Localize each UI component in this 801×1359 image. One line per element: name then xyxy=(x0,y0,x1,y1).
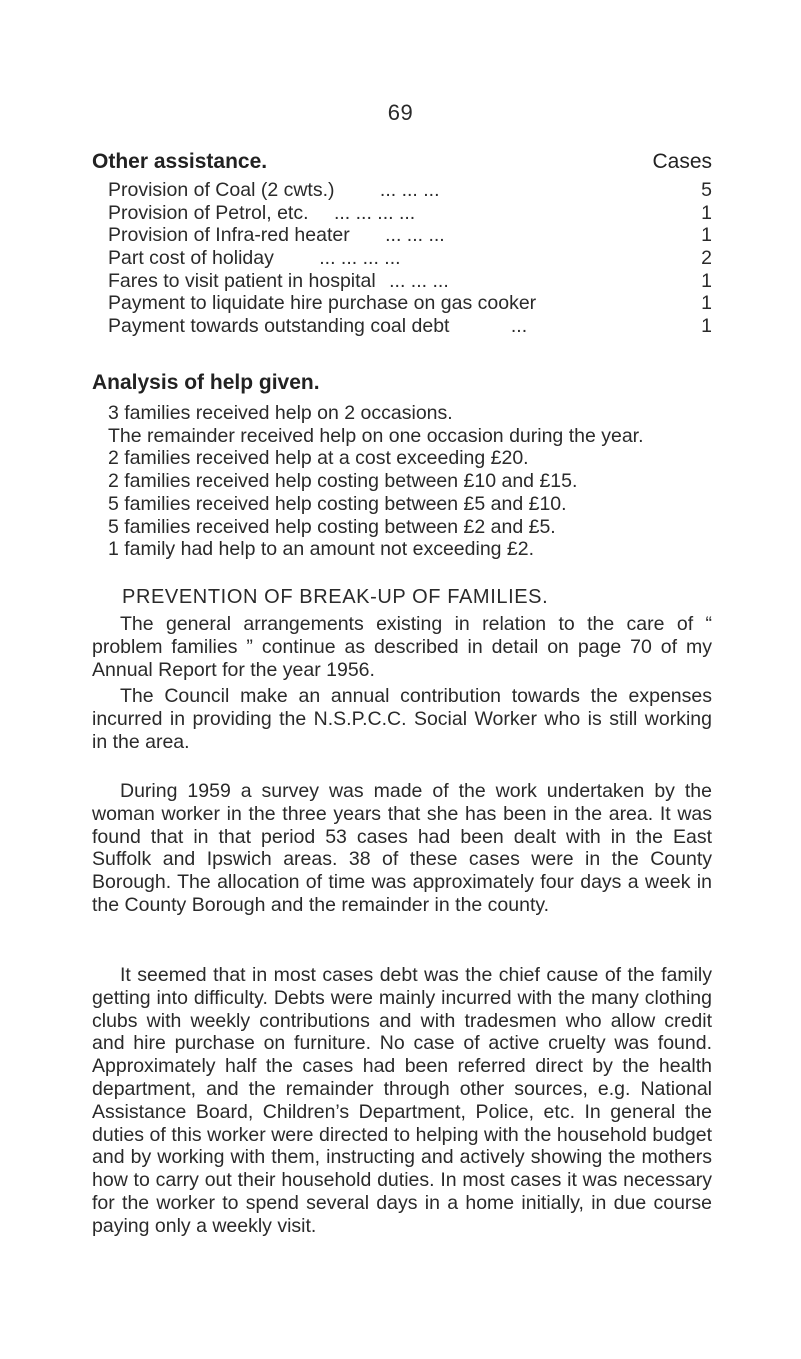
analysis-item: 2 families received help costing between £10 and £15. xyxy=(108,470,578,493)
page-number: 69 xyxy=(387,100,414,125)
analysis-item: 5 families received help costing between £5 and £10. xyxy=(108,492,567,515)
analysis-item: 3 families received help on 2 occasions. xyxy=(108,402,453,424)
assistance-count: 1 xyxy=(701,224,712,247)
cases-column-heading: Cases xyxy=(652,150,712,173)
assistance-label: Part cost of holiday xyxy=(108,247,274,270)
assistance-count: 5 xyxy=(701,179,712,201)
assistance-row xyxy=(108,202,712,225)
prevention-heading: PREVENTION OF BREAK-UP OF FAMILIES. xyxy=(122,586,549,608)
analysis-item: 1 family had help to an amount not exceeding £2. xyxy=(108,538,535,561)
assistance-row xyxy=(108,224,712,247)
assistance-label: Payment towards outstanding coal debt xyxy=(108,315,450,338)
assistance-label: Provision of Petrol, etc. xyxy=(108,201,309,224)
analysis-item: 2 families received help at a cost exceeding £20. xyxy=(108,447,529,470)
assistance-row xyxy=(108,270,712,293)
analysis-item: 5 families received help costing between £2 and £5. xyxy=(108,515,556,538)
leader-dots: ... ... ... ... xyxy=(333,201,416,224)
assistance-count: 1 xyxy=(701,269,712,292)
assistance-label: Provision of Infra-red heater xyxy=(108,224,350,247)
analysis-heading: Analysis of help given. xyxy=(92,371,320,394)
assistance-row xyxy=(108,315,712,338)
other-assistance-list xyxy=(108,179,712,338)
assistance-row xyxy=(108,179,712,202)
assistance-label: Provision of Coal (2 cwts.) xyxy=(108,179,335,201)
assistance-count: 1 xyxy=(701,315,712,338)
other-assistance-heading: Other assistance. xyxy=(92,150,268,173)
prevention-paragraph: The general arrangements existing in relation to the care of “ problem families ” continue as described in detail on page 70 of my Annual Report for the year 1956. xyxy=(92,613,712,681)
assistance-row xyxy=(108,247,712,270)
leader-dots: ... xyxy=(510,315,528,338)
analysis-list xyxy=(108,402,718,561)
assistance-row xyxy=(108,292,712,315)
leader-dots: ... ... ... xyxy=(379,179,440,201)
assistance-label: Fares to visit patient in hospital xyxy=(108,269,376,292)
prevention-paragraph: It seemed that in most cases debt was the chief cause of the family getting into difficulty. Debts were mainly incurred with the many clothing clubs with weekly contributions and with tradesmen who allow credit and hire purchase on furniture. No case of active cruelty was found. Approximately half the cases had been referred direct by the health department, and the remainder through other sources, e.g. National Assistance Board, Children’s Department, Police, etc. In general the duties of this worker were directed to helping with the household budget and by working with them, instructing and actively showing the mothers how to carry out their household duties. In most cases it was necessary for the worker to spend several days in a home initially, in due course paying only a weekly visit. xyxy=(92,964,712,1237)
analysis-item: The remainder received help on one occasion during the year. xyxy=(108,424,644,447)
leader-dots: ... ... ... xyxy=(389,269,449,292)
assistance-label: Payment to liquidate hire purchase on gas cooker xyxy=(108,292,537,315)
other-assistance-heading-row xyxy=(92,150,712,174)
assistance-count: 2 xyxy=(701,247,712,270)
assistance-count: 1 xyxy=(701,201,712,224)
assistance-count: 1 xyxy=(701,292,712,315)
leader-dots: ... ... ... xyxy=(385,224,445,247)
leader-dots: ... ... ... ... xyxy=(319,247,401,270)
prevention-paragraph: During 1959 a survey was made of the work undertaken by the woman worker in the three years that she has been in the area. It was found that in that period 53 cases had been dealt with in the East Suffolk and Ipswich areas. 38 of these cases were in the County Borough. The allocation of time was approximately four days a week in the County Borough and the remainder in the county. xyxy=(92,780,712,916)
prevention-paragraph: The Council make an annual contribution towards the expenses incurred in providing the N.S.P.C.C. Social Worker who is still working in the area. xyxy=(92,685,712,753)
